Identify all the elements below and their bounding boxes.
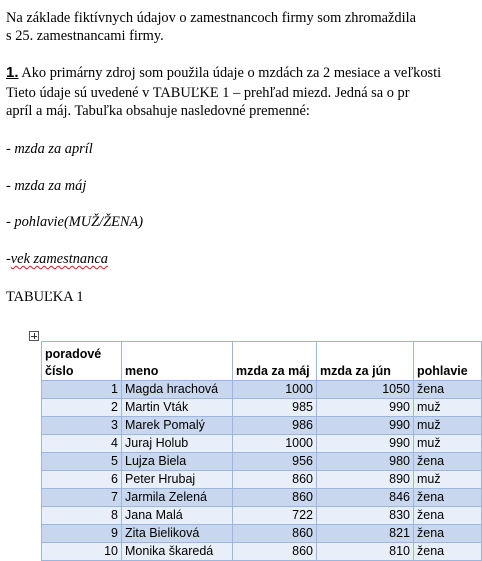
table-row: [42, 471, 482, 489]
cell-june-wage[interactable]: 980: [317, 453, 414, 471]
paragraph-number: 1.: [6, 64, 19, 81]
header-june-wage: mzda za jún: [317, 342, 414, 381]
table-row: [42, 381, 482, 399]
table-row: [42, 417, 482, 435]
cell-name[interactable]: Jana Malá: [122, 507, 233, 525]
cell-name[interactable]: Marek Pomalý: [122, 417, 233, 435]
cell-name[interactable]: Lujza Biela: [122, 453, 233, 471]
paragraph2-line1: [6, 64, 441, 82]
cell-june-wage[interactable]: 821: [317, 525, 414, 543]
cell-june-wage[interactable]: 890: [317, 471, 414, 489]
variable-age: [6, 250, 108, 268]
table-row: [42, 435, 482, 453]
paragraph2-line1-text: Ako primárny zdroj som použila údaje o mzdách za 2 mesiace a veľkosti: [18, 65, 442, 81]
paragraph1-line1: Na základe fiktívnych údajov o zamestnancoch firmy som zhromaždila: [6, 10, 416, 26]
cell-order[interactable]: 3: [42, 417, 122, 435]
table-row: [42, 507, 482, 525]
header-gender: pohlavie: [414, 342, 482, 381]
cell-june-wage[interactable]: 1050: [317, 381, 414, 399]
cell-name[interactable]: Martin Vták: [122, 399, 233, 417]
cell-name[interactable]: Juraj Holub: [122, 435, 233, 453]
cell-june-wage[interactable]: 990: [317, 399, 414, 417]
table-header-row: [42, 342, 482, 381]
cell-gender[interactable]: žena: [414, 525, 482, 543]
cell-may-wage[interactable]: 1000: [233, 381, 317, 399]
cell-gender[interactable]: muž: [414, 435, 482, 453]
cell-name[interactable]: Zita Bieliková: [122, 525, 233, 543]
paragraph2-line2: Tieto údaje sú uvedené v TABUĽKE 1 – prehľad miezd. Jedná sa o pr: [6, 85, 410, 101]
cell-name[interactable]: Magda hrachová: [122, 381, 233, 399]
cell-order[interactable]: 10: [42, 543, 122, 561]
cell-order[interactable]: 8: [42, 507, 122, 525]
variable-age-prefix: -: [6, 251, 11, 267]
cell-may-wage[interactable]: 860: [233, 525, 317, 543]
wage-table: [41, 341, 482, 561]
cell-may-wage[interactable]: 860: [233, 471, 317, 489]
paragraph2-line3: apríl a máj. Tabuľka obsahuje nasledovné premenné:: [6, 103, 310, 119]
cell-gender[interactable]: žena: [414, 489, 482, 507]
cell-gender[interactable]: muž: [414, 417, 482, 435]
cell-order[interactable]: 7: [42, 489, 122, 507]
cell-may-wage[interactable]: 1000: [233, 435, 317, 453]
cell-june-wage[interactable]: 990: [317, 435, 414, 453]
variable-april-wage: - mzda za apríl: [6, 141, 93, 157]
cell-june-wage[interactable]: 846: [317, 489, 414, 507]
cell-may-wage[interactable]: 860: [233, 543, 317, 561]
table-row: [42, 489, 482, 507]
cell-name[interactable]: Peter Hrubaj: [122, 471, 233, 489]
cell-may-wage[interactable]: 986: [233, 417, 317, 435]
cell-name[interactable]: Jarmila Zelená: [122, 489, 233, 507]
cell-june-wage[interactable]: 810: [317, 543, 414, 561]
variable-age-text: vek zamestnanca: [10, 251, 108, 267]
cell-may-wage[interactable]: 860: [233, 489, 317, 507]
cell-gender[interactable]: muž: [414, 399, 482, 417]
table-row: [42, 399, 482, 417]
variable-may-wage: - mzda za máj: [6, 178, 87, 194]
cell-order[interactable]: 6: [42, 471, 122, 489]
cell-order[interactable]: 2: [42, 399, 122, 417]
cell-order[interactable]: 9: [42, 525, 122, 543]
cell-order[interactable]: 5: [42, 453, 122, 471]
cell-gender[interactable]: žena: [414, 543, 482, 561]
cell-gender[interactable]: žena: [414, 381, 482, 399]
cell-gender[interactable]: muž: [414, 471, 482, 489]
cell-gender[interactable]: žena: [414, 507, 482, 525]
header-may-wage: mzda za máj: [233, 342, 317, 381]
cell-june-wage[interactable]: 990: [317, 417, 414, 435]
cell-name[interactable]: Monika škaredá: [122, 543, 233, 561]
cell-may-wage[interactable]: 956: [233, 453, 317, 471]
move-arrows-icon[interactable]: [29, 331, 39, 341]
cell-may-wage[interactable]: 985: [233, 399, 317, 417]
header-order-number: poradové číslo: [42, 342, 122, 381]
table-row: [42, 453, 482, 471]
table-row: [42, 543, 482, 561]
header-name: meno: [122, 342, 233, 381]
variable-gender: - pohlavie(MUŽ/ŽENA): [6, 214, 144, 230]
cell-june-wage[interactable]: 830: [317, 507, 414, 525]
paragraph1-line2: s 25. zamestnancami firmy.: [6, 28, 164, 44]
table-row: [42, 525, 482, 543]
table-caption: TABUĽKA 1: [6, 289, 84, 305]
cell-may-wage[interactable]: 722: [233, 507, 317, 525]
cell-order[interactable]: 4: [42, 435, 122, 453]
cell-gender[interactable]: žena: [414, 453, 482, 471]
cell-order[interactable]: 1: [42, 381, 122, 399]
